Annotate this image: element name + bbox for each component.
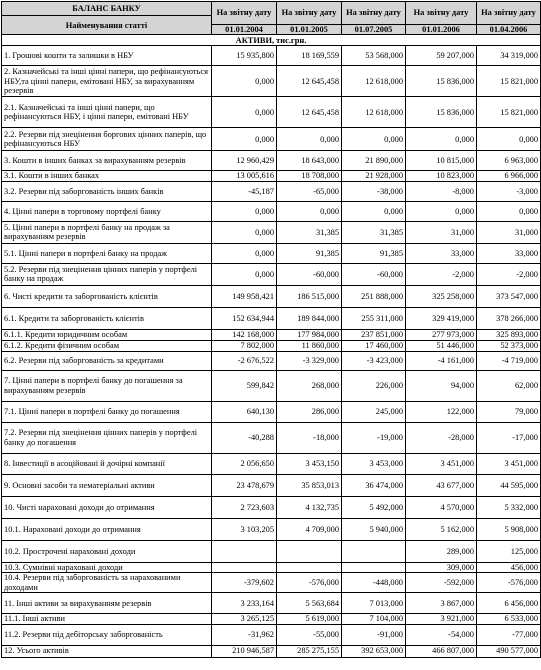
value-cell: 12 618,000 [342,66,406,97]
value-cell: 18 169,559 [277,46,342,66]
value-cell: 3 103,205 [212,518,277,540]
period-date: 01.01.2006 [406,25,477,35]
section-title: АКТИВИ, тис.грн. [2,35,541,46]
table-row [2,66,541,97]
value-cell: 23 478,679 [212,474,277,496]
value-cell: 3 453,150 [277,453,342,474]
value-cell: 0,000 [277,128,342,151]
row-label: 10.2. Прострочені нараховані доходи [2,540,212,562]
value-cell: 33,000 [477,243,541,263]
table-title: БАЛАНС БАНКУ [2,2,212,16]
row-label: 11. Інші активи за вирахуванням резервів [2,593,212,614]
value-cell: 325 893,000 [477,329,541,340]
row-label: 6.1. Кредити та заборгованість клієнтів [2,307,212,329]
table-row [2,562,541,572]
value-cell [342,540,406,562]
row-label: 9. Основні засоби та нематеріальні активи [2,474,212,496]
table-row [2,243,541,263]
period-header: На звітну дату [406,2,477,25]
table-subtitle: Найменування статті [2,16,212,35]
value-cell: 7 013,000 [342,593,406,614]
value-cell: -4 161,000 [406,351,477,370]
period-date: 01.01.2005 [277,25,342,35]
value-cell: 15 836,000 [406,66,477,97]
value-cell: 10 823,000 [406,171,477,181]
table-row [2,422,541,453]
value-cell: -60,000 [277,263,342,285]
value-cell: 4 132,735 [277,496,342,518]
table-row [2,573,541,593]
row-label: 10.1. Нараховані доходи до отримання [2,518,212,540]
value-cell: 245,000 [342,401,406,422]
value-cell: 599,842 [212,370,277,401]
table-row [2,518,541,540]
value-cell: 125,000 [477,540,541,562]
table-row [2,128,541,151]
table-row [2,307,541,329]
value-cell: -28,000 [406,422,477,453]
value-cell: 52 373,000 [477,340,541,351]
value-cell: 31,000 [406,221,477,243]
value-cell [212,540,277,562]
row-label: 8. Інвестиції в асоційовані й дочірні компанії [2,453,212,474]
value-cell: 34 319,000 [477,46,541,66]
value-cell: 0,000 [477,128,541,151]
value-cell: -40,288 [212,422,277,453]
row-label: 3. Кошти в інших банках за вирахуванням резервів [2,151,212,171]
value-cell: 10 815,000 [406,151,477,171]
value-cell: 186 515,000 [277,285,342,307]
value-cell: 4 709,000 [277,518,342,540]
value-cell: 17 460,000 [342,340,406,351]
row-label: 10. Чисті нараховані доходи до отримання [2,496,212,518]
table-row [2,593,541,614]
value-cell: 0,000 [212,263,277,285]
value-cell: 3 921,000 [406,614,477,624]
value-cell: 91,385 [342,243,406,263]
table-row [2,46,541,66]
row-label: 5.1. Цінні папери в портфелі банку на продаж [2,243,212,263]
period-header: На звітну дату [342,2,406,25]
table-row [2,340,541,351]
value-cell: 36 474,000 [342,474,406,496]
table-row [2,181,541,201]
row-label: 7. Цінні папери в портфелі банку до погашення за вирахуванням резервів [2,370,212,401]
value-cell: 6 456,000 [477,593,541,614]
value-cell: 51 446,000 [406,340,477,351]
value-cell: 3 233,164 [212,593,277,614]
table-row [2,453,541,474]
value-cell: 31,385 [277,221,342,243]
row-label: 6. Чисті кредити та заборгованість клієнтів [2,285,212,307]
value-cell: 15 821,000 [477,66,541,97]
value-cell: -38,000 [342,181,406,201]
row-label: 1. Грошові кошти та залишки в НБУ [2,46,212,66]
value-cell: 255 311,000 [342,307,406,329]
value-cell: -19,000 [342,422,406,453]
value-cell: 122,000 [406,401,477,422]
value-cell: -2,000 [406,263,477,285]
value-cell: 490 577,000 [477,645,541,657]
period-date: 01.04.2006 [477,25,541,35]
value-cell: 392 653,000 [342,645,406,657]
value-cell: 4 570,000 [406,496,477,518]
value-cell: 0,000 [342,201,406,221]
table-row [2,201,541,221]
value-cell: 0,000 [212,243,277,263]
value-cell: -60,000 [342,263,406,285]
table-row [2,171,541,181]
value-cell: -4 719,000 [477,351,541,370]
value-cell: 325 258,000 [406,285,477,307]
value-cell: 31,385 [342,221,406,243]
table-row [2,370,541,401]
row-label: 2. Казначейські та інші цінні папери, що рефінансуються НБУ,та цінні папери, емітовані НБУ, за вирахуванням резервів [2,66,212,97]
value-cell: 12 645,458 [277,97,342,128]
row-label: 5.2. Резерви під знецінення цінних паперів у портфелі банку на продаж [2,263,212,285]
value-cell: 12 618,000 [342,97,406,128]
table-row [2,496,541,518]
period-header: На звітну дату [277,2,342,25]
value-cell: 5 619,000 [277,614,342,624]
value-cell: 149 958,421 [212,285,277,307]
row-label: 7.1. Цінні папери в портфелі банку до погашення [2,401,212,422]
value-cell: 6 963,000 [477,151,541,171]
value-cell: 0,000 [277,201,342,221]
row-label: 10.4. Резерви під заборгованість за нарахованими доходами [2,573,212,593]
table-row [2,285,541,307]
value-cell: 152 634,944 [212,307,277,329]
value-cell: 94,000 [406,370,477,401]
value-cell: 3 867,000 [406,593,477,614]
value-cell: -3 329,000 [277,351,342,370]
value-cell [277,540,342,562]
row-label: 3.2. Резерви під заборгованість інших банків [2,181,212,201]
value-cell: 15 935,800 [212,46,277,66]
value-cell: 373 547,000 [477,285,541,307]
bank-balance-table [1,1,541,658]
table-row [2,151,541,171]
table-row [2,221,541,243]
value-cell: -3,000 [477,181,541,201]
value-cell: 210 946,587 [212,645,277,657]
value-cell: 3 451,000 [406,453,477,474]
row-label: 2.1. Казначейські та інші цінні папери, що рефінансуються НБУ, і цінні папери, емітовані НБУ [2,97,212,128]
value-cell: -3 423,000 [342,351,406,370]
table-row [2,624,541,645]
value-cell: 309,000 [406,562,477,572]
value-cell: 3 265,125 [212,614,277,624]
value-cell: 0,000 [477,201,541,221]
value-cell: 3 453,000 [342,453,406,474]
table-row [2,540,541,562]
value-cell: -91,000 [342,624,406,645]
value-cell: 0,000 [212,97,277,128]
value-cell: 35 853,013 [277,474,342,496]
value-cell: 5 940,000 [342,518,406,540]
value-cell: 5 162,000 [406,518,477,540]
row-label: 12. Усього активів [2,645,212,657]
value-cell: 12 645,458 [277,66,342,97]
value-cell: 0,000 [212,128,277,151]
value-cell: -379,602 [212,573,277,593]
value-cell [342,562,406,572]
value-cell: -55,000 [277,624,342,645]
row-label: 6.2. Резерви під заборгованість за кредитами [2,351,212,370]
row-label: 3.1. Кошти в інших банках [2,171,212,181]
value-cell: 329 419,000 [406,307,477,329]
value-cell: -45,187 [212,181,277,201]
value-cell: 177 984,000 [277,329,342,340]
row-label: 6.1.2. Кредити фізичним особам [2,340,212,351]
value-cell: 6 533,000 [477,614,541,624]
value-cell: 15 836,000 [406,97,477,128]
value-cell: 0,000 [212,66,277,97]
value-cell: 5 332,000 [477,496,541,518]
value-cell: 44 595,000 [477,474,541,496]
value-cell: 62,000 [477,370,541,401]
header-top-row [2,2,541,16]
value-cell: 285 275,155 [277,645,342,657]
section-row [2,35,541,46]
row-label: 7.2. Резерви під знецінення цінних паперів у портфелі банку до погашення [2,422,212,453]
value-cell: 456,000 [477,562,541,572]
value-cell: 91,385 [277,243,342,263]
table-row [2,614,541,624]
value-cell: 251 888,000 [342,285,406,307]
value-cell: 0,000 [406,201,477,221]
period-header: На звітну дату [212,2,277,25]
table-row [2,645,541,657]
value-cell [277,562,342,572]
value-cell: 277 973,000 [406,329,477,340]
value-cell: -65,000 [277,181,342,201]
value-cell: 53 568,000 [342,46,406,66]
value-cell: 378 266,000 [477,307,541,329]
table-row [2,263,541,285]
value-cell: 0,000 [212,221,277,243]
value-cell: -2,000 [477,263,541,285]
value-cell: 79,000 [477,401,541,422]
value-cell: 0,000 [342,128,406,151]
row-label: 2.2. Резерви під знецінення боргових цінних паперів, що рефінансуються НБУ [2,128,212,151]
value-cell: 5 563,684 [277,593,342,614]
value-cell: 286,000 [277,401,342,422]
value-cell: 33,000 [406,243,477,263]
value-cell: 226,000 [342,370,406,401]
value-cell: 3 451,000 [477,453,541,474]
value-cell: -77,000 [477,624,541,645]
value-cell: 2 723,603 [212,496,277,518]
row-label: 10.3. Сумнівні нараховані доходи [2,562,212,572]
table-row [2,351,541,370]
period-date: 01.01.2004 [212,25,277,35]
value-cell: 237 851,000 [342,329,406,340]
value-cell: 289,000 [406,540,477,562]
value-cell: 59 207,000 [406,46,477,66]
value-cell [212,562,277,572]
period-header: На звітну дату [477,2,541,25]
period-date: 01.07.2005 [342,25,406,35]
row-label: 4. Цінні папери в торговому портфелі банку [2,201,212,221]
value-cell: -592,000 [406,573,477,593]
table-row [2,401,541,422]
table-row [2,97,541,128]
table-row [2,329,541,340]
value-cell: 6 966,000 [477,171,541,181]
value-cell: 18 643,000 [277,151,342,171]
value-cell: 268,000 [277,370,342,401]
row-label: 11.2. Резерви під дебіторську заборгованість [2,624,212,645]
value-cell: -18,000 [277,422,342,453]
value-cell: -17,000 [477,422,541,453]
value-cell: 21 890,000 [342,151,406,171]
value-cell: 2 056,650 [212,453,277,474]
value-cell: -576,000 [477,573,541,593]
value-cell: 18 708,000 [277,171,342,181]
row-label: 5. Цінні папери в портфелі банку на продаж за вирахуванням резервів [2,221,212,243]
value-cell: 13 005,616 [212,171,277,181]
table-body [2,35,541,657]
value-cell: -54,000 [406,624,477,645]
value-cell: 0,000 [212,201,277,221]
value-cell: -8,000 [406,181,477,201]
value-cell: -31,962 [212,624,277,645]
row-label: 11.1. Інші активи [2,614,212,624]
value-cell: -448,000 [342,573,406,593]
value-cell: 5 492,000 [342,496,406,518]
value-cell: 640,130 [212,401,277,422]
value-cell: 7 104,000 [342,614,406,624]
value-cell: 31,000 [477,221,541,243]
value-cell: 189 844,000 [277,307,342,329]
value-cell: 7 802,000 [212,340,277,351]
value-cell: 15 821,000 [477,97,541,128]
value-cell: 11 860,000 [277,340,342,351]
value-cell: -2 676,522 [212,351,277,370]
value-cell: 466 807,000 [406,645,477,657]
value-cell: 21 928,000 [342,171,406,181]
row-label: 6.1.1. Кредити юридичним особам [2,329,212,340]
value-cell: 43 677,000 [406,474,477,496]
value-cell: 5 908,000 [477,518,541,540]
table-row [2,474,541,496]
value-cell: 0,000 [406,128,477,151]
value-cell: -576,000 [277,573,342,593]
value-cell: 142 168,000 [212,329,277,340]
value-cell: 12 960,429 [212,151,277,171]
